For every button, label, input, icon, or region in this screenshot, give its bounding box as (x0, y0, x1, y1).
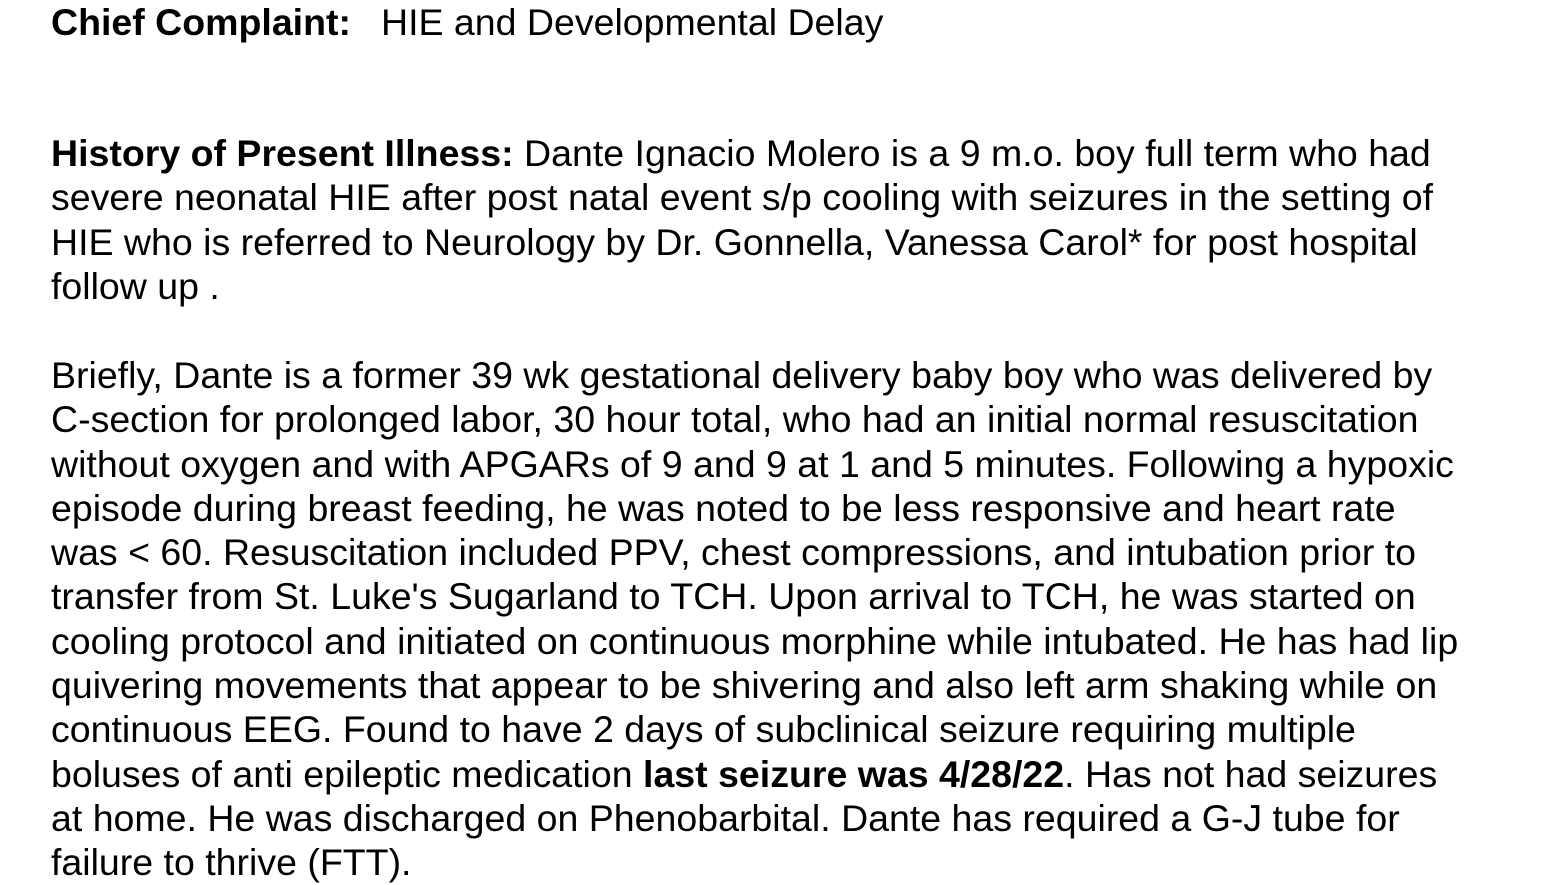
brief-line: without oxygen and with APGARs of 9 and 9 at 1 and 5 minutes. Following a hypoxic (51, 442, 1454, 485)
brief-line: was < 60. Resuscitation included PPV, chest compressions, and intubation prior to (51, 531, 1417, 574)
chief-complaint-label: Chief Complaint: (51, 1, 351, 43)
chief-complaint (51, 0, 883, 44)
hpi-line: HIE who is referred to Neurology by Dr. Gonnella, Vanessa Carol* for post hospital (51, 220, 1418, 263)
history-of-present-illness (51, 131, 1531, 308)
brief-line: at home. He was discharged on Phenobarbital. Dante has required a G-J tube for (51, 796, 1400, 839)
brief-line: quivering movements that appear to be shivering and also left arm shaking while on (51, 664, 1438, 707)
brief-line: Briefly, Dante is a former 39 wk gestational delivery baby boy who was delivered by (51, 354, 1433, 396)
brief-line: cooling protocol and initiated on continuous morphine while intubated. He has had lip (51, 619, 1459, 662)
last-seizure-highlight: last seizure was 4/28/22 (643, 752, 1065, 795)
brief-history-paragraph (51, 353, 1531, 885)
hpi-label: History of Present Illness: (51, 132, 514, 174)
chief-complaint-value: HIE and Developmental Delay (380, 1, 884, 43)
hpi-line: severe neonatal HIE after post natal event s/p cooling with seizures in the setting of (51, 176, 1434, 219)
brief-line: episode during breast feeding, he was noted to be less responsive and heart rate (51, 486, 1396, 529)
brief-line: C-section for prolonged labor, 30 hour total, who had an initial normal resuscitation (51, 398, 1419, 441)
hpi-line: History of Present Illness: Dante Ignacio Molero is a 9 m.o. boy full term who had (51, 132, 1431, 174)
brief-line: failure to thrive (FTT). (51, 841, 412, 884)
hpi-line: follow up . (51, 264, 220, 307)
brief-line: transfer from St. Luke's Sugarland to TCH. Upon arrival to TCH, he was started on (51, 575, 1416, 618)
brief-line: boluses of anti epileptic medication last seizure was 4/28/22. Has not had seizures (51, 752, 1438, 795)
brief-line: continuous EEG. Found to have 2 days of subclinical seizure requiring multiple (51, 708, 1356, 751)
